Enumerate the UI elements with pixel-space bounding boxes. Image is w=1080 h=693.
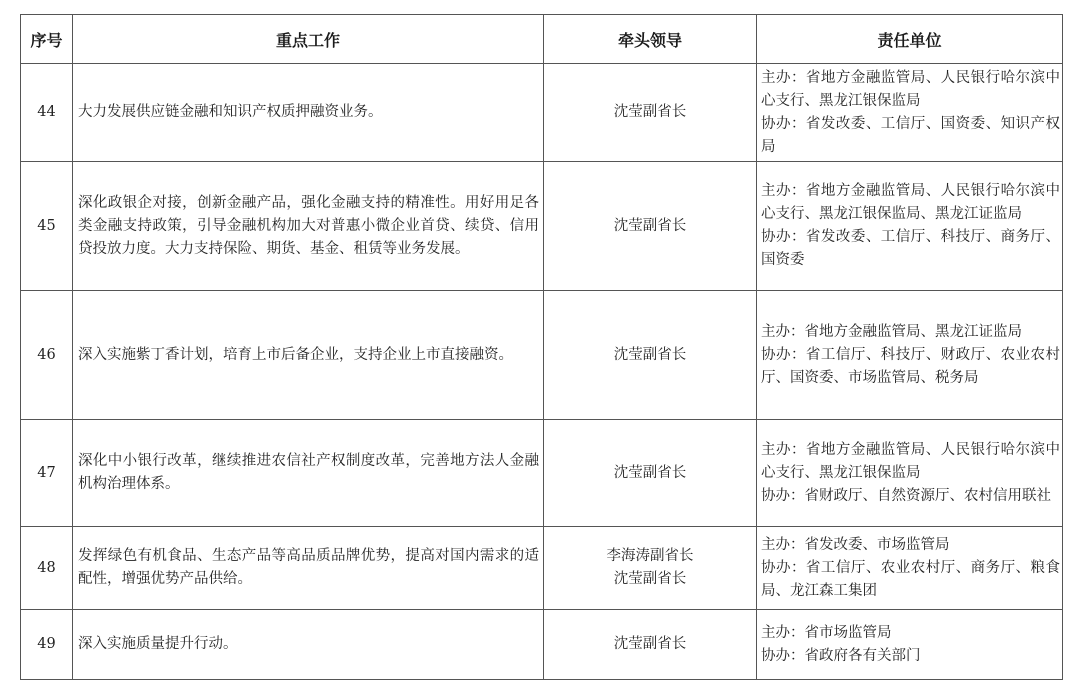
row-lead [544,64,757,162]
unit-text: 主办：省地方金融监管局、人民银行哈尔滨中心支行、黑龙江银保监局 协办：省发改委、工信厅、国资委、知识产权局 [761,69,1060,155]
leader-name: 沈莹副省长 [613,346,687,363]
row-lead [544,420,757,527]
document-page [20,14,1063,680]
row-index: 47 [21,420,73,527]
row-unit [757,291,1063,420]
row-unit [757,64,1063,162]
leader-name: 沈莹副省长 [613,104,687,120]
work-table [20,14,1063,680]
row-index: 45 [21,162,73,291]
row-unit [757,527,1063,610]
table-row [21,162,1063,291]
table-row [21,291,1063,420]
unit-text: 主办：省地方金融监管局、黑龙江证监局 协办：省工信厅、科技厅、财政厅、农业农村厅、国资委、市场监管局、税务局 [761,323,1060,386]
row-index: 48 [21,527,73,610]
row-work: 深化政银企对接，创新金融产品，强化金融支持的精准性。用好用足各类金融支持政策，引导金融机构加大对普惠小微企业首贷、续贷、信用贷投放力度。大力支持保险、期货、基金、租赁等业务发展。 [73,162,544,291]
unit-text: 主办：省地方金融监管局、人民银行哈尔滨中心支行、黑龙江银保监局、黑龙江证监局 协办：省发改委、工信厅、科技厅、商务厅、国资委 [761,183,1060,268]
unit-text: 主办：省地方金融监管局、人民银行哈尔滨中心支行、黑龙江银保监局 协办：省财政厅、自然资源厅、农村信用联社 [761,441,1060,504]
table-row [21,610,1063,680]
row-work: 深入实施质量提升行动。 [73,610,544,680]
unit-text: 主办：省发改委、市场监管局 协办：省工信厅、农业农村厅、商务厅、粮食局、龙江森工集团 [761,536,1060,599]
unit-text: 主办：省市场监管局 协办：省政府各有关部门 [761,624,921,664]
header-work: 重点工作 [73,15,544,64]
leader-name: 沈莹副省长 [613,464,687,481]
row-unit [757,420,1063,527]
row-work: 深化中小银行改革，继续推进农信社产权制度改革，完善地方法人金融机构治理体系。 [73,420,544,527]
row-lead [544,162,757,291]
row-unit [757,610,1063,680]
leader-name: 沈莹副省长 [613,217,687,234]
header-unit: 责任单位 [757,15,1063,64]
row-lead [544,527,757,610]
table-row [21,420,1063,527]
table-header-row [21,15,1063,64]
table-row [21,64,1063,162]
header-index: 序号 [21,15,73,64]
row-index: 46 [21,291,73,420]
row-work: 深入实施紫丁香计划，培育上市后备企业，支持企业上市直接融资。 [73,291,544,420]
row-unit [757,162,1063,291]
header-lead: 牵头领导 [544,15,757,64]
row-index: 44 [21,64,73,162]
table-row [21,527,1063,610]
leader-name: 沈莹副省长 [613,571,687,587]
row-index: 49 [21,610,73,680]
leader-name: 沈莹副省长 [613,636,687,652]
row-lead [544,291,757,420]
row-work: 大力发展供应链金融和知识产权质押融资业务。 [73,64,544,162]
row-lead [544,610,757,680]
row-work: 发挥绿色有机食品、生态产品等高品质品牌优势，提高对国内需求的适配性，增强优势产品供给。 [73,527,544,610]
leader-name: 李海涛副省长 [606,548,694,564]
